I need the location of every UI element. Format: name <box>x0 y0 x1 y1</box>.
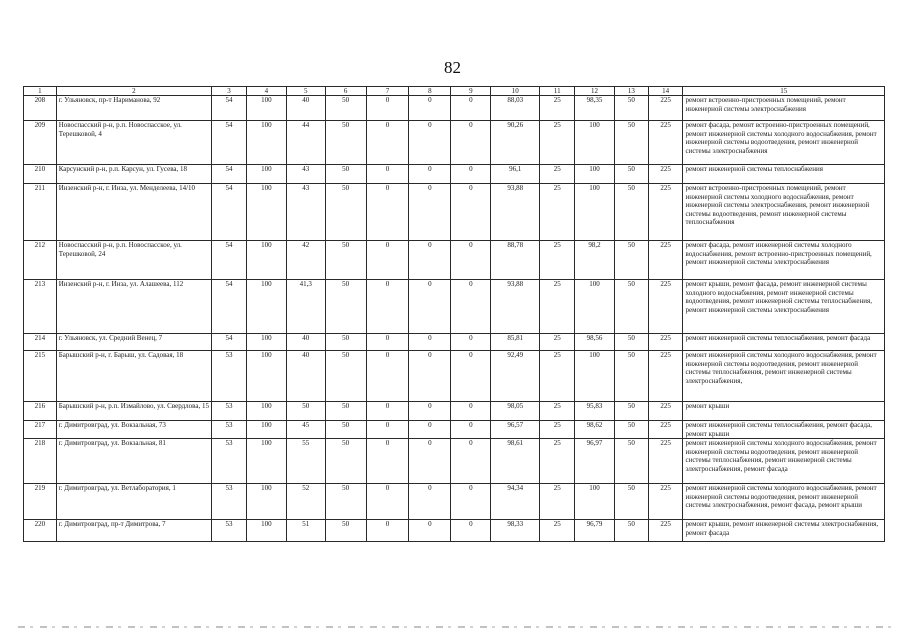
value-cell: 53 <box>212 421 247 439</box>
value-cell: 0 <box>409 334 451 351</box>
value-cell: 25 <box>540 520 575 542</box>
column-number-header: 12 <box>575 87 615 96</box>
value-cell: 100 <box>246 121 286 165</box>
value-cell: 50 <box>325 439 366 484</box>
value-cell: 50 <box>614 241 648 280</box>
value-cell: 51 <box>286 520 325 542</box>
value-cell: 25 <box>540 439 575 484</box>
value-cell: 0 <box>451 184 491 241</box>
value-cell: 0 <box>366 351 409 402</box>
value-cell: 0 <box>409 165 451 184</box>
repair-register-table <box>23 86 885 542</box>
value-cell: 50 <box>614 439 648 484</box>
value-cell: 0 <box>366 165 409 184</box>
table-row <box>24 96 885 121</box>
value-cell: 0 <box>409 439 451 484</box>
value-cell: 98,05 <box>491 402 540 421</box>
value-cell: 100 <box>575 121 615 165</box>
work-description-cell: ремонт инженерной системы теплоснабжения, ремонт фасада <box>683 334 885 351</box>
value-cell: 50 <box>325 351 366 402</box>
value-cell: 0 <box>366 439 409 484</box>
row-number-cell: 208 <box>24 96 57 121</box>
value-cell: 88,78 <box>491 241 540 280</box>
value-cell: 225 <box>648 241 683 280</box>
work-description-cell: ремонт инженерной системы холодного водоснабжения, ремонт инженерной системы водоотведения, ремонт инженерной системы теплоснабжения, ремонт инженерной системы электроснабжения, <box>683 351 885 402</box>
address-cell: г. Димитровград, ул. Ветлаборатория, 1 <box>56 484 211 520</box>
row-number-cell: 217 <box>24 421 57 439</box>
value-cell: 54 <box>212 165 247 184</box>
value-cell: 0 <box>451 334 491 351</box>
row-number-cell: 214 <box>24 334 57 351</box>
value-cell: 225 <box>648 334 683 351</box>
value-cell: 40 <box>286 351 325 402</box>
work-description-cell: ремонт крыши, ремонт инженерной системы электроснабжения, ремонт фасада <box>683 520 885 542</box>
table-row <box>24 241 885 280</box>
value-cell: 98,2 <box>575 241 615 280</box>
value-cell: 225 <box>648 184 683 241</box>
column-number-header: 14 <box>648 87 683 96</box>
value-cell: 25 <box>540 96 575 121</box>
value-cell: 96,97 <box>575 439 615 484</box>
value-cell: 100 <box>575 351 615 402</box>
value-cell: 53 <box>212 402 247 421</box>
address-cell: г. Димитровград, пр-т Димитрова, 7 <box>56 520 211 542</box>
value-cell: 100 <box>246 280 286 334</box>
row-number-cell: 216 <box>24 402 57 421</box>
value-cell: 50 <box>614 484 648 520</box>
work-description-cell: ремонт фасада, ремонт инженерной системы холодного водоснабжения, ремонт встроенно-пристроенных помещений, ремонт инженерной системы электроснабжения <box>683 241 885 280</box>
address-cell: Барышский р-н, г. Барыш, ул. Садовая, 18 <box>56 351 211 402</box>
value-cell: 50 <box>614 280 648 334</box>
table-row <box>24 402 885 421</box>
value-cell: 50 <box>614 421 648 439</box>
value-cell: 45 <box>286 421 325 439</box>
work-description-cell: ремонт инженерной системы холодного водоснабжения, ремонт инженерной системы водоотведения, ремонт инженерной системы электроснабжения, ремонт фасада, ремонт крыши <box>683 484 885 520</box>
column-number-header: 10 <box>491 87 540 96</box>
value-cell: 0 <box>366 402 409 421</box>
value-cell: 100 <box>246 520 286 542</box>
value-cell: 100 <box>246 351 286 402</box>
value-cell: 92,49 <box>491 351 540 402</box>
table-row <box>24 421 885 439</box>
value-cell: 50 <box>614 351 648 402</box>
value-cell: 100 <box>246 96 286 121</box>
column-number-header: 15 <box>683 87 885 96</box>
table-row <box>24 334 885 351</box>
column-number-header: 11 <box>540 87 575 96</box>
value-cell: 0 <box>366 484 409 520</box>
column-number-header: 6 <box>325 87 366 96</box>
row-number-cell: 212 <box>24 241 57 280</box>
value-cell: 50 <box>325 280 366 334</box>
address-cell: г. Ульяновск, пр-т Нариманова, 92 <box>56 96 211 121</box>
value-cell: 96,57 <box>491 421 540 439</box>
work-description-cell: ремонт инженерной системы теплоснабжения <box>683 165 885 184</box>
value-cell: 100 <box>575 184 615 241</box>
column-number-header-row <box>24 87 885 96</box>
work-description-cell: ремонт инженерной системы теплоснабжения, ремонт фасада, ремонт крыши <box>683 421 885 439</box>
value-cell: 55 <box>286 439 325 484</box>
value-cell: 100 <box>246 484 286 520</box>
value-cell: 41,3 <box>286 280 325 334</box>
value-cell: 0 <box>451 402 491 421</box>
value-cell: 96,1 <box>491 165 540 184</box>
value-cell: 100 <box>575 484 615 520</box>
column-number-header: 13 <box>614 87 648 96</box>
value-cell: 54 <box>212 280 247 334</box>
value-cell: 98,35 <box>575 96 615 121</box>
work-description-cell: ремонт крыши, ремонт фасада, ремонт инженерной системы холодного водоснабжения, ремонт инженерной системы водоотведения, ремонт инженерной системы теплоснабжения, ремонт инженерной системы электроснабжения <box>683 280 885 334</box>
value-cell: 225 <box>648 165 683 184</box>
value-cell: 100 <box>575 165 615 184</box>
row-number-cell: 211 <box>24 184 57 241</box>
value-cell: 100 <box>246 184 286 241</box>
value-cell: 0 <box>409 351 451 402</box>
value-cell: 54 <box>212 121 247 165</box>
work-description-cell: ремонт встроенно-пристроенных помещений, ремонт инженерной системы холодного водоснабжения, ремонт инженерной системы электроснабжения, ремонт инженерной системы водоотведения, ремонт инженерной системы теплоснабжения <box>683 184 885 241</box>
scan-artifact-line <box>18 626 898 628</box>
value-cell: 0 <box>409 402 451 421</box>
column-number-header: 4 <box>246 87 286 96</box>
value-cell: 50 <box>614 402 648 421</box>
value-cell: 53 <box>212 484 247 520</box>
table-row <box>24 280 885 334</box>
value-cell: 0 <box>409 184 451 241</box>
value-cell: 50 <box>325 96 366 121</box>
value-cell: 0 <box>366 241 409 280</box>
value-cell: 50 <box>614 96 648 121</box>
value-cell: 53 <box>212 439 247 484</box>
value-cell: 100 <box>575 280 615 334</box>
table-row <box>24 484 885 520</box>
value-cell: 100 <box>246 421 286 439</box>
column-number-header: 9 <box>451 87 491 96</box>
value-cell: 25 <box>540 184 575 241</box>
value-cell: 98,33 <box>491 520 540 542</box>
value-cell: 0 <box>366 96 409 121</box>
row-number-cell: 218 <box>24 439 57 484</box>
value-cell: 25 <box>540 280 575 334</box>
value-cell: 43 <box>286 165 325 184</box>
value-cell: 50 <box>325 402 366 421</box>
value-cell: 50 <box>325 421 366 439</box>
row-number-cell: 213 <box>24 280 57 334</box>
table-row <box>24 351 885 402</box>
value-cell: 0 <box>366 334 409 351</box>
value-cell: 0 <box>451 351 491 402</box>
value-cell: 0 <box>451 121 491 165</box>
value-cell: 225 <box>648 280 683 334</box>
value-cell: 100 <box>246 334 286 351</box>
work-description-cell: ремонт крыши <box>683 402 885 421</box>
table-row <box>24 184 885 241</box>
value-cell: 25 <box>540 165 575 184</box>
value-cell: 25 <box>540 351 575 402</box>
value-cell: 50 <box>614 334 648 351</box>
column-number-header: 3 <box>212 87 247 96</box>
table-row <box>24 520 885 542</box>
value-cell: 50 <box>325 165 366 184</box>
work-description-cell: ремонт встроенно-пристроенных помещений, ремонт инженерной системы электроснабжения <box>683 96 885 121</box>
value-cell: 50 <box>614 121 648 165</box>
value-cell: 0 <box>409 280 451 334</box>
value-cell: 25 <box>540 421 575 439</box>
value-cell: 50 <box>325 484 366 520</box>
value-cell: 0 <box>366 121 409 165</box>
value-cell: 85,81 <box>491 334 540 351</box>
address-cell: Новоспасский р-н, р.п. Новоспасское, ул. Терешковой, 24 <box>56 241 211 280</box>
row-number-cell: 219 <box>24 484 57 520</box>
value-cell: 0 <box>451 520 491 542</box>
value-cell: 0 <box>409 421 451 439</box>
value-cell: 93,88 <box>491 280 540 334</box>
address-cell: Инзенский р-н, г. Инза, ул. Менделеева, 14/10 <box>56 184 211 241</box>
row-number-cell: 220 <box>24 520 57 542</box>
value-cell: 0 <box>451 421 491 439</box>
value-cell: 98,62 <box>575 421 615 439</box>
value-cell: 54 <box>212 184 247 241</box>
address-cell: г. Димитровград, ул. Вокзальная, 73 <box>56 421 211 439</box>
address-cell: г. Димитровград, ул. Вокзальная, 81 <box>56 439 211 484</box>
value-cell: 50 <box>614 165 648 184</box>
value-cell: 98,56 <box>575 334 615 351</box>
value-cell: 0 <box>451 439 491 484</box>
value-cell: 0 <box>409 241 451 280</box>
value-cell: 50 <box>614 184 648 241</box>
address-cell: Карсунский р-н, р.п. Карсун, ул. Гусева, 18 <box>56 165 211 184</box>
value-cell: 42 <box>286 241 325 280</box>
value-cell: 0 <box>409 520 451 542</box>
value-cell: 50 <box>325 520 366 542</box>
value-cell: 225 <box>648 96 683 121</box>
value-cell: 90,26 <box>491 121 540 165</box>
value-cell: 50 <box>325 241 366 280</box>
value-cell: 0 <box>366 184 409 241</box>
value-cell: 225 <box>648 121 683 165</box>
column-number-header: 2 <box>56 87 211 96</box>
work-description-cell: ремонт фасада, ремонт встроенно-пристроенных помещений, ремонт инженерной системы холодного водоснабжения, ремонт инженерной системы водоотведения, ремонт инженерной системы электроснабжения <box>683 121 885 165</box>
value-cell: 225 <box>648 520 683 542</box>
value-cell: 43 <box>286 184 325 241</box>
value-cell: 0 <box>451 484 491 520</box>
address-cell: Барышский р-н, р.п. Измайлово, ул. Свердлова, 15 <box>56 402 211 421</box>
value-cell: 0 <box>451 241 491 280</box>
value-cell: 0 <box>451 165 491 184</box>
value-cell: 50 <box>325 184 366 241</box>
value-cell: 50 <box>286 402 325 421</box>
value-cell: 40 <box>286 334 325 351</box>
value-cell: 50 <box>614 520 648 542</box>
value-cell: 25 <box>540 241 575 280</box>
address-cell: г. Ульяновск, ул. Средний Венец, 7 <box>56 334 211 351</box>
value-cell: 0 <box>366 520 409 542</box>
value-cell: 53 <box>212 520 247 542</box>
address-cell: Инзенский р-н, г. Инза, ул. Алашеева, 112 <box>56 280 211 334</box>
value-cell: 0 <box>451 96 491 121</box>
value-cell: 25 <box>540 121 575 165</box>
value-cell: 54 <box>212 334 247 351</box>
value-cell: 225 <box>648 421 683 439</box>
row-number-cell: 215 <box>24 351 57 402</box>
value-cell: 0 <box>366 421 409 439</box>
table-row <box>24 439 885 484</box>
value-cell: 54 <box>212 241 247 280</box>
column-number-header: 7 <box>366 87 409 96</box>
value-cell: 0 <box>409 96 451 121</box>
value-cell: 25 <box>540 334 575 351</box>
address-cell: Новоспасский р-н, р.п. Новоспасское, ул. Терешковой, 4 <box>56 121 211 165</box>
value-cell: 100 <box>246 402 286 421</box>
page-number: 82 <box>444 58 461 77</box>
row-number-cell: 209 <box>24 121 57 165</box>
value-cell: 100 <box>246 241 286 280</box>
table-row <box>24 121 885 165</box>
value-cell: 44 <box>286 121 325 165</box>
value-cell: 225 <box>648 439 683 484</box>
value-cell: 50 <box>325 334 366 351</box>
value-cell: 25 <box>540 484 575 520</box>
value-cell: 88,03 <box>491 96 540 121</box>
value-cell: 0 <box>366 280 409 334</box>
row-number-cell: 210 <box>24 165 57 184</box>
value-cell: 225 <box>648 484 683 520</box>
column-number-header: 8 <box>409 87 451 96</box>
value-cell: 54 <box>212 96 247 121</box>
value-cell: 98,61 <box>491 439 540 484</box>
value-cell: 100 <box>246 439 286 484</box>
column-number-header: 1 <box>24 87 57 96</box>
value-cell: 94,34 <box>491 484 540 520</box>
value-cell: 25 <box>540 402 575 421</box>
table-row <box>24 165 885 184</box>
value-cell: 95,83 <box>575 402 615 421</box>
work-description-cell: ремонт инженерной системы холодного водоснабжения, ремонт инженерной системы водоотведения, ремонт инженерной системы теплоснабжения, ремонт инженерной системы электроснабжения, ремонт фасада <box>683 439 885 484</box>
value-cell: 96,79 <box>575 520 615 542</box>
value-cell: 225 <box>648 351 683 402</box>
value-cell: 0 <box>409 121 451 165</box>
value-cell: 53 <box>212 351 247 402</box>
value-cell: 52 <box>286 484 325 520</box>
value-cell: 100 <box>246 165 286 184</box>
value-cell: 0 <box>409 484 451 520</box>
value-cell: 50 <box>325 121 366 165</box>
value-cell: 40 <box>286 96 325 121</box>
value-cell: 0 <box>451 280 491 334</box>
value-cell: 225 <box>648 402 683 421</box>
column-number-header: 5 <box>286 87 325 96</box>
value-cell: 93,88 <box>491 184 540 241</box>
